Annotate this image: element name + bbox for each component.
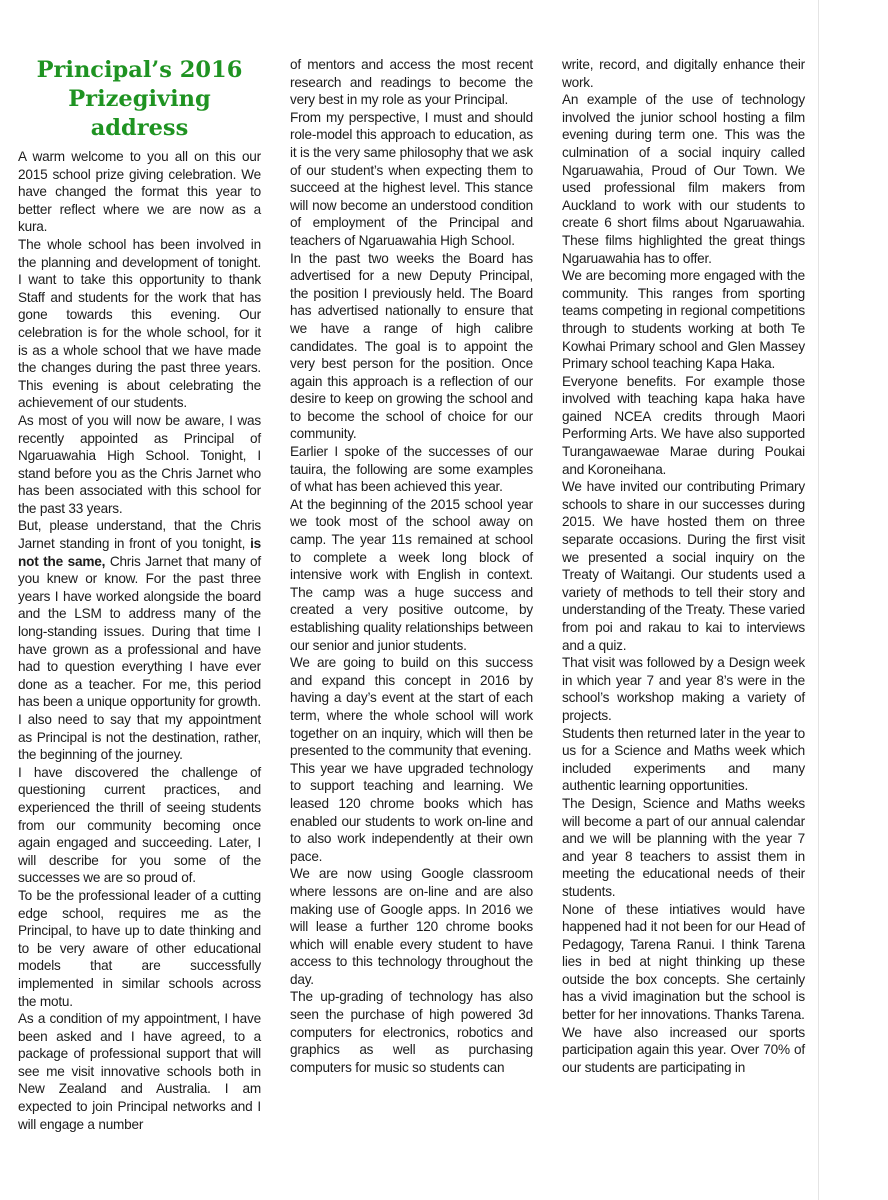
page-title-line-2: Prizegiving address (68, 86, 211, 141)
paragraph (290, 56, 533, 109)
paragraph (290, 760, 533, 866)
text-run: As most of you will now be aware, I was recently appointed as Principal of Ngaruawahia High School. Tonight, I stand before you as the Chris Jarnet who has been associated with this school for the past 33 years. (18, 412, 261, 516)
text-run: Students then returned later in the year to us for a Science and Maths week which included experiments and many authentic learning opportunities. (562, 725, 805, 794)
paragraph (18, 148, 261, 236)
text-run: From my perspective, I must and should role-model this approach to education, as it is the very same philosophy that we ask of our student’s when expecting them to succeed at the highest level. This stance will now become an understood condition of employment of the Principal and teachers of Ngaruawahia High School. (290, 109, 533, 248)
paragraph (562, 267, 805, 373)
text-run: This year we have upgraded technology to support teaching and learning. We leased 120 chrome books which has enabled our students to work on-line and to also work independently at their own pace. (290, 760, 533, 864)
paragraph (290, 443, 533, 496)
paragraph (562, 373, 805, 479)
text-run: Chris Jarnet that many of you knew or know. For the past three years I have worked alongside the board and the LSM to address many of the long-standing issues. During that time I have grown as a professional and have had to question everything I have ever done as a teacher. For me, this period has been a unique opportunity for growth. I also need to say that my appointment as Principal is not the destination, rather, the beginning of the journey. (18, 553, 261, 763)
column-layout (18, 56, 805, 1133)
text-run: To be the professional leader of a cutting edge school, requires me as the Principal, to have up to date thinking and to be very aware of other educational models that are successfully implemented in similar schools across the motu. (18, 887, 261, 1009)
paragraph (290, 654, 533, 760)
text-run: The whole school has been involved in the planning and development of tonight. I want to take this opportunity to thank Staff and students for the work that has gone towards this evening. Our celebration is for the whole school, for it is as a whole school that we have made the changes during the past three years. This evening is about celebrating the achievement of our students. (18, 236, 261, 411)
text-run: I have discovered the challenge of questioning current practices, and experienced the thrill of seeing students from our community becoming once again engaged and succeeding. Later, I will describe for you some of the successes we are so proud of. (18, 764, 261, 886)
column-3 (562, 56, 805, 1133)
paragraph (290, 250, 533, 444)
text-run: We are now using Google classroom where lessons are on-line and are also making use of Google apps. In 2016 we will lease a further 120 chrome books which will enable every student to have access to this technology throughout the day. (290, 866, 533, 987)
page-title-line-1: Principal’s 2016 (36, 57, 243, 83)
text-run: The Design, Science and Maths weeks will become a part of our annual calendar and we will be planning with the year 7 and year 8 teachers to assist them in meeting the educational needs of their students. (562, 795, 805, 899)
text-run: As a condition of my appointment, I have been asked and I have agreed, to a package of professional support that will see me visit innovative schools both in New Zealand and Australia. I am expected to join Principal networks and I will engage a number (18, 1011, 261, 1132)
paragraph (290, 988, 533, 1076)
column-1 (18, 56, 261, 1133)
paragraph (18, 764, 261, 887)
paragraph (562, 795, 805, 901)
paragraph (290, 865, 533, 988)
text-run: But, please understand, that the Chris Jarnet standing in front of you tonight, (18, 518, 261, 552)
text-run: write, record, and digitally enhance their work. (562, 57, 805, 90)
paragraph (562, 478, 805, 654)
text-run: A warm welcome to you all on this our 2015 school prize giving celebration. We have changed the format this year to better reflect where we are now as a kura. (18, 149, 261, 235)
page-edge-line (818, 0, 819, 1200)
paragraph (562, 654, 805, 724)
paragraph (562, 91, 805, 267)
paragraph (18, 236, 261, 412)
column-3-text (562, 56, 805, 1076)
text-run: The up-grading of technology has also seen the purchase of high powered 3d computers for electronics, robotics and graphics as well as purchasing computers for music so students can (290, 989, 533, 1075)
text-run: In the past two weeks the Board has advertised for a new Deputy Principal, the position I previously held. The Board has advertised nationally to ensure that we have a range of high calibre candidates. The goal is to appoint the very best person for the position. Once again this approach is a reflection of our desire to keep on growing the school and to become the school of choice for our community. (290, 250, 533, 442)
text-run: We are going to build on this success and expand this concept in 2016 by having a day’s event at the start of each term, where the whole school will work together on an inquiry, which will then be presented to the community that evening. (290, 655, 533, 759)
text-run: That visit was followed by a Design week in which year 7 and year 8’s were in the school’s workshop making a variety of projects. (562, 655, 805, 723)
text-run: We have invited our contributing Primary schools to share in our successes during 2015. We have hosted them on three separate occasions. During the first visit we presented a social inquiry on the Treaty of Waitangi. Our students used a variety of methods to tell their story and understanding of the Treaty. These varied from poi and rakau to kai to interviews and a quiz. (562, 479, 805, 653)
text-run: We have also increased our sports participation again this year. Over 70% of our students are participating in (562, 1024, 805, 1075)
bold-text-run: is not the same, (18, 536, 261, 569)
paragraph (290, 109, 533, 250)
paragraph (18, 412, 261, 518)
page-title (18, 56, 261, 143)
text-run: An example of the use of technology involved the junior school hosting a film evening during term one. This was the culmination of a social inquiry called Ngaruawahia, Proud of Our Town. We used professional film makers from Auckland to work with our students to create 6 short films about Ngaruawahia. These films highlighted the great things Ngaruawahia has to offer. (562, 92, 805, 266)
paragraph (18, 517, 261, 763)
column-2-text (290, 56, 533, 1076)
text-run: of mentors and access the most recent research and readings to become the very best in my role as your Principal. (290, 57, 533, 108)
paragraph (18, 887, 261, 1010)
text-run: None of these intiatives would have happened had it not been for our Head of Pedagogy, Tarena Ranui. I think Tarena lies in bed at night thinking up these outside the box concepts. She certainly has a vivid imagination but the school is better for her innovations. Thanks Tarena. (562, 901, 805, 1023)
text-run: Earlier I spoke of the successes of our tauira, the following are some examples of what has been achieved this year. (290, 444, 533, 495)
paragraph (18, 1010, 261, 1133)
text-run: At the beginning of the 2015 school year we took most of the school away on camp. The year 11s remained at school to complete a week long block of intensive work with English in context. The camp was a huge success and created a very positive outcome, by establishing quality relationships between our senior and junior students. (290, 496, 533, 653)
text-run: We are becoming more engaged with the community. This ranges from sporting teams competing in regional competitions through to students working at both Te Kowhai Primary school and Glen Massey Primary school teaching Kapa Haka. (562, 268, 805, 372)
paragraph (562, 1024, 805, 1077)
text-run: Everyone benefits. For example those involved with teaching kapa haka have gained NCEA credits through Maori Performing Arts. We have also supported Turangawaewae Marae during Poukai and Koroneihana. (562, 373, 805, 477)
paragraph (562, 901, 805, 1024)
paragraph (562, 725, 805, 795)
column-2 (290, 56, 533, 1133)
paragraph (290, 496, 533, 654)
column-1-text (18, 148, 261, 1133)
paragraph (562, 56, 805, 91)
